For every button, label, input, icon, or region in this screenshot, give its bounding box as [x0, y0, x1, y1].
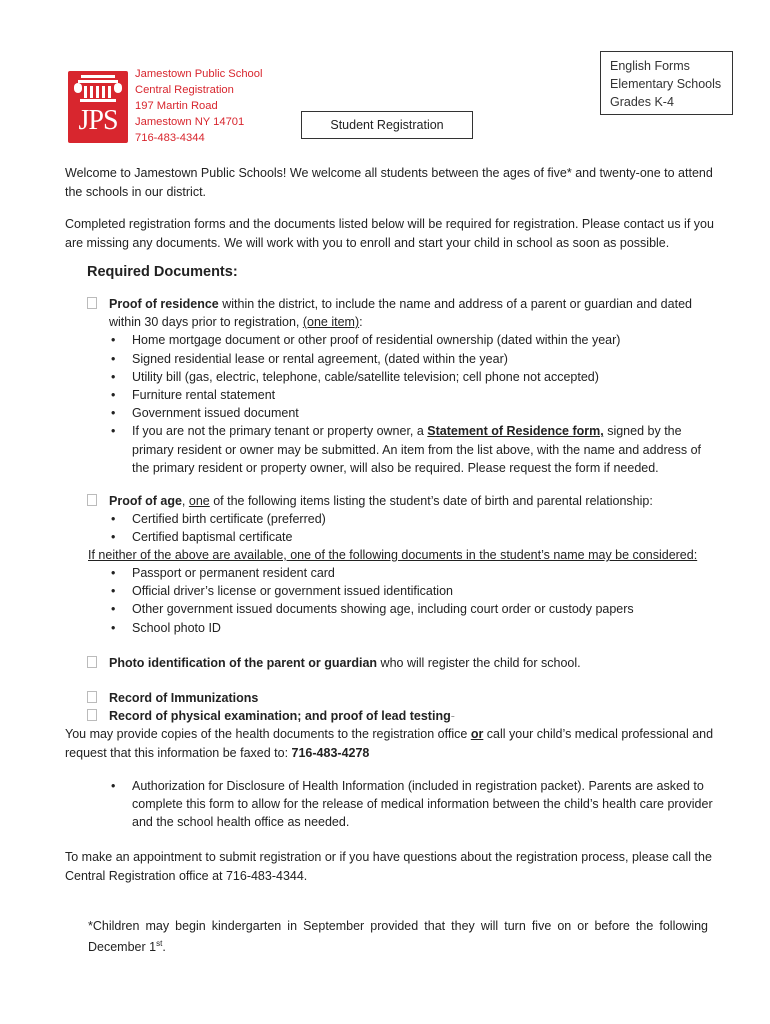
- statement-of-residence-form: Statement of Residence form,: [427, 424, 604, 439]
- list-item: • Signed residential lease or rental agreement, (dated within the year): [87, 350, 717, 368]
- age-alternative-heading: If neither of the above are available, one of the following documents in the student’s name may be considered:: [88, 548, 698, 562]
- list-item: • Government issued document: [87, 404, 717, 422]
- forms-box-line: Grades K-4: [610, 95, 674, 109]
- residence-label: Proof of residence: [109, 297, 219, 311]
- list-item: • Certified birth certificate (preferred): [87, 510, 717, 528]
- appointment-paragraph: To make an appointment to submit registration or if you have questions about the registration process, please call the Central Registration office at 716-483-4344.: [65, 850, 712, 883]
- age-alternative-list: [87, 564, 717, 637]
- authorization-section: [87, 777, 717, 832]
- org-line-street: 197 Martin Road: [135, 100, 218, 112]
- checkbox-icon: [87, 709, 97, 721]
- physical-suffix: -: [450, 709, 455, 724]
- org-line-name: Jamestown Public School: [135, 68, 263, 80]
- checkbox-icon: [87, 691, 97, 703]
- photo-id-text: who will register the child for school.: [377, 656, 581, 670]
- list-item: • Other government issued documents showing age, including court order or custody papers: [87, 600, 717, 618]
- health-text-mid: call your child’s medical professional and request that this information be faxed to:: [65, 727, 714, 760]
- org-line-city: Jamestown NY 14701: [135, 116, 245, 128]
- forms-box-line: English Forms: [610, 59, 690, 73]
- immunizations-item: [87, 689, 717, 707]
- footnote-text: *Children may begin kindergarten in September provided that they will turn five on or before the following December 1: [88, 919, 708, 955]
- form-title: Student Registration: [301, 111, 473, 139]
- org-line-phone: 716-483-4344: [135, 132, 205, 144]
- checkbox-icon: [87, 494, 97, 506]
- physical-label: Record of physical examination; and proof of lead testing: [109, 709, 451, 724]
- checkbox-icon: [87, 656, 97, 668]
- statement-text-end: signed by the primary resident or owner may be submitted. An item from the list above, with the name and address of the primary resident or property owner, will also be required. Please request the form if needed.: [132, 424, 702, 475]
- checkbox-icon: [87, 297, 97, 309]
- residence-one-item: (one item): [302, 315, 360, 330]
- health-text-start: You may provide copies of the health documents to the registration office: [65, 727, 471, 741]
- footnote: [88, 917, 708, 956]
- list-item: • Official driver’s license or government issued identification: [87, 582, 717, 600]
- list-item: • Utility bill (gas, electric, telephone, cable/satellite television; cell phone not accepted): [87, 368, 717, 386]
- org-line-office: Central Registration: [135, 84, 234, 96]
- health-documents-paragraph: [65, 725, 725, 762]
- health-or: or: [470, 727, 484, 741]
- list-item: • Home mortgage document or other proof of residential ownership (dated within the year): [87, 331, 717, 349]
- statement-text-start: If you are not the primary tenant or property owner, a: [132, 424, 428, 439]
- list-item: • Certified baptismal certificate: [87, 528, 717, 546]
- photo-id-section: [87, 654, 717, 672]
- list-item: • Authorization for Disclosure of Health Information (included in registration packet). Parents are asked to complete this form to allow for the release of medical information between the child’s health care provider and the school health office as needed.: [87, 777, 717, 832]
- age-section: [87, 492, 717, 547]
- residence-intro: [87, 295, 717, 331]
- age-comma: ,: [181, 494, 189, 508]
- photo-id-label: Photo identification of the parent or guardian: [109, 656, 378, 670]
- forms-box-line: Elementary Schools: [610, 77, 722, 91]
- list-item: • Passport or permanent resident card: [87, 564, 717, 582]
- residence-text: within the district, to include the name and address of a parent or guardian and dated within 30 days prior to registration,: [109, 297, 692, 330]
- age-label: Proof of age: [109, 494, 182, 508]
- health-records-section: [87, 689, 717, 725]
- list-item: [87, 422, 717, 477]
- completed-paragraph: Completed registration forms and the documents listed below will be required for registration. Please contact us if you are missing any documents. We will work with you to enroll and start your child in school as soon as possible.: [65, 217, 714, 250]
- age-one: one: [188, 494, 210, 508]
- forms-box: [600, 51, 733, 115]
- residence-section: [87, 295, 717, 477]
- physical-item: [87, 707, 717, 725]
- list-item: • Furniture rental statement: [87, 386, 717, 404]
- age-intro: [87, 492, 717, 510]
- fax-number: 716-483-4278: [291, 745, 370, 760]
- age-text: of the following items listing the student’s date of birth and parental relationship:: [209, 494, 653, 508]
- list-item: • School photo ID: [87, 619, 717, 637]
- logo-text: JPS: [78, 105, 118, 136]
- organization-address: [135, 66, 262, 146]
- footnote-superscript: st: [156, 939, 163, 948]
- residence-colon: :: [359, 315, 363, 330]
- footnote-end: .: [162, 940, 166, 955]
- immunizations-label: Record of Immunizations: [109, 691, 259, 705]
- welcome-paragraph: Welcome to Jamestown Public Schools! We welcome all students between the ages of five* and twenty-one to attend the schools in our district.: [65, 166, 713, 199]
- required-documents-heading: Required Documents:: [87, 264, 238, 280]
